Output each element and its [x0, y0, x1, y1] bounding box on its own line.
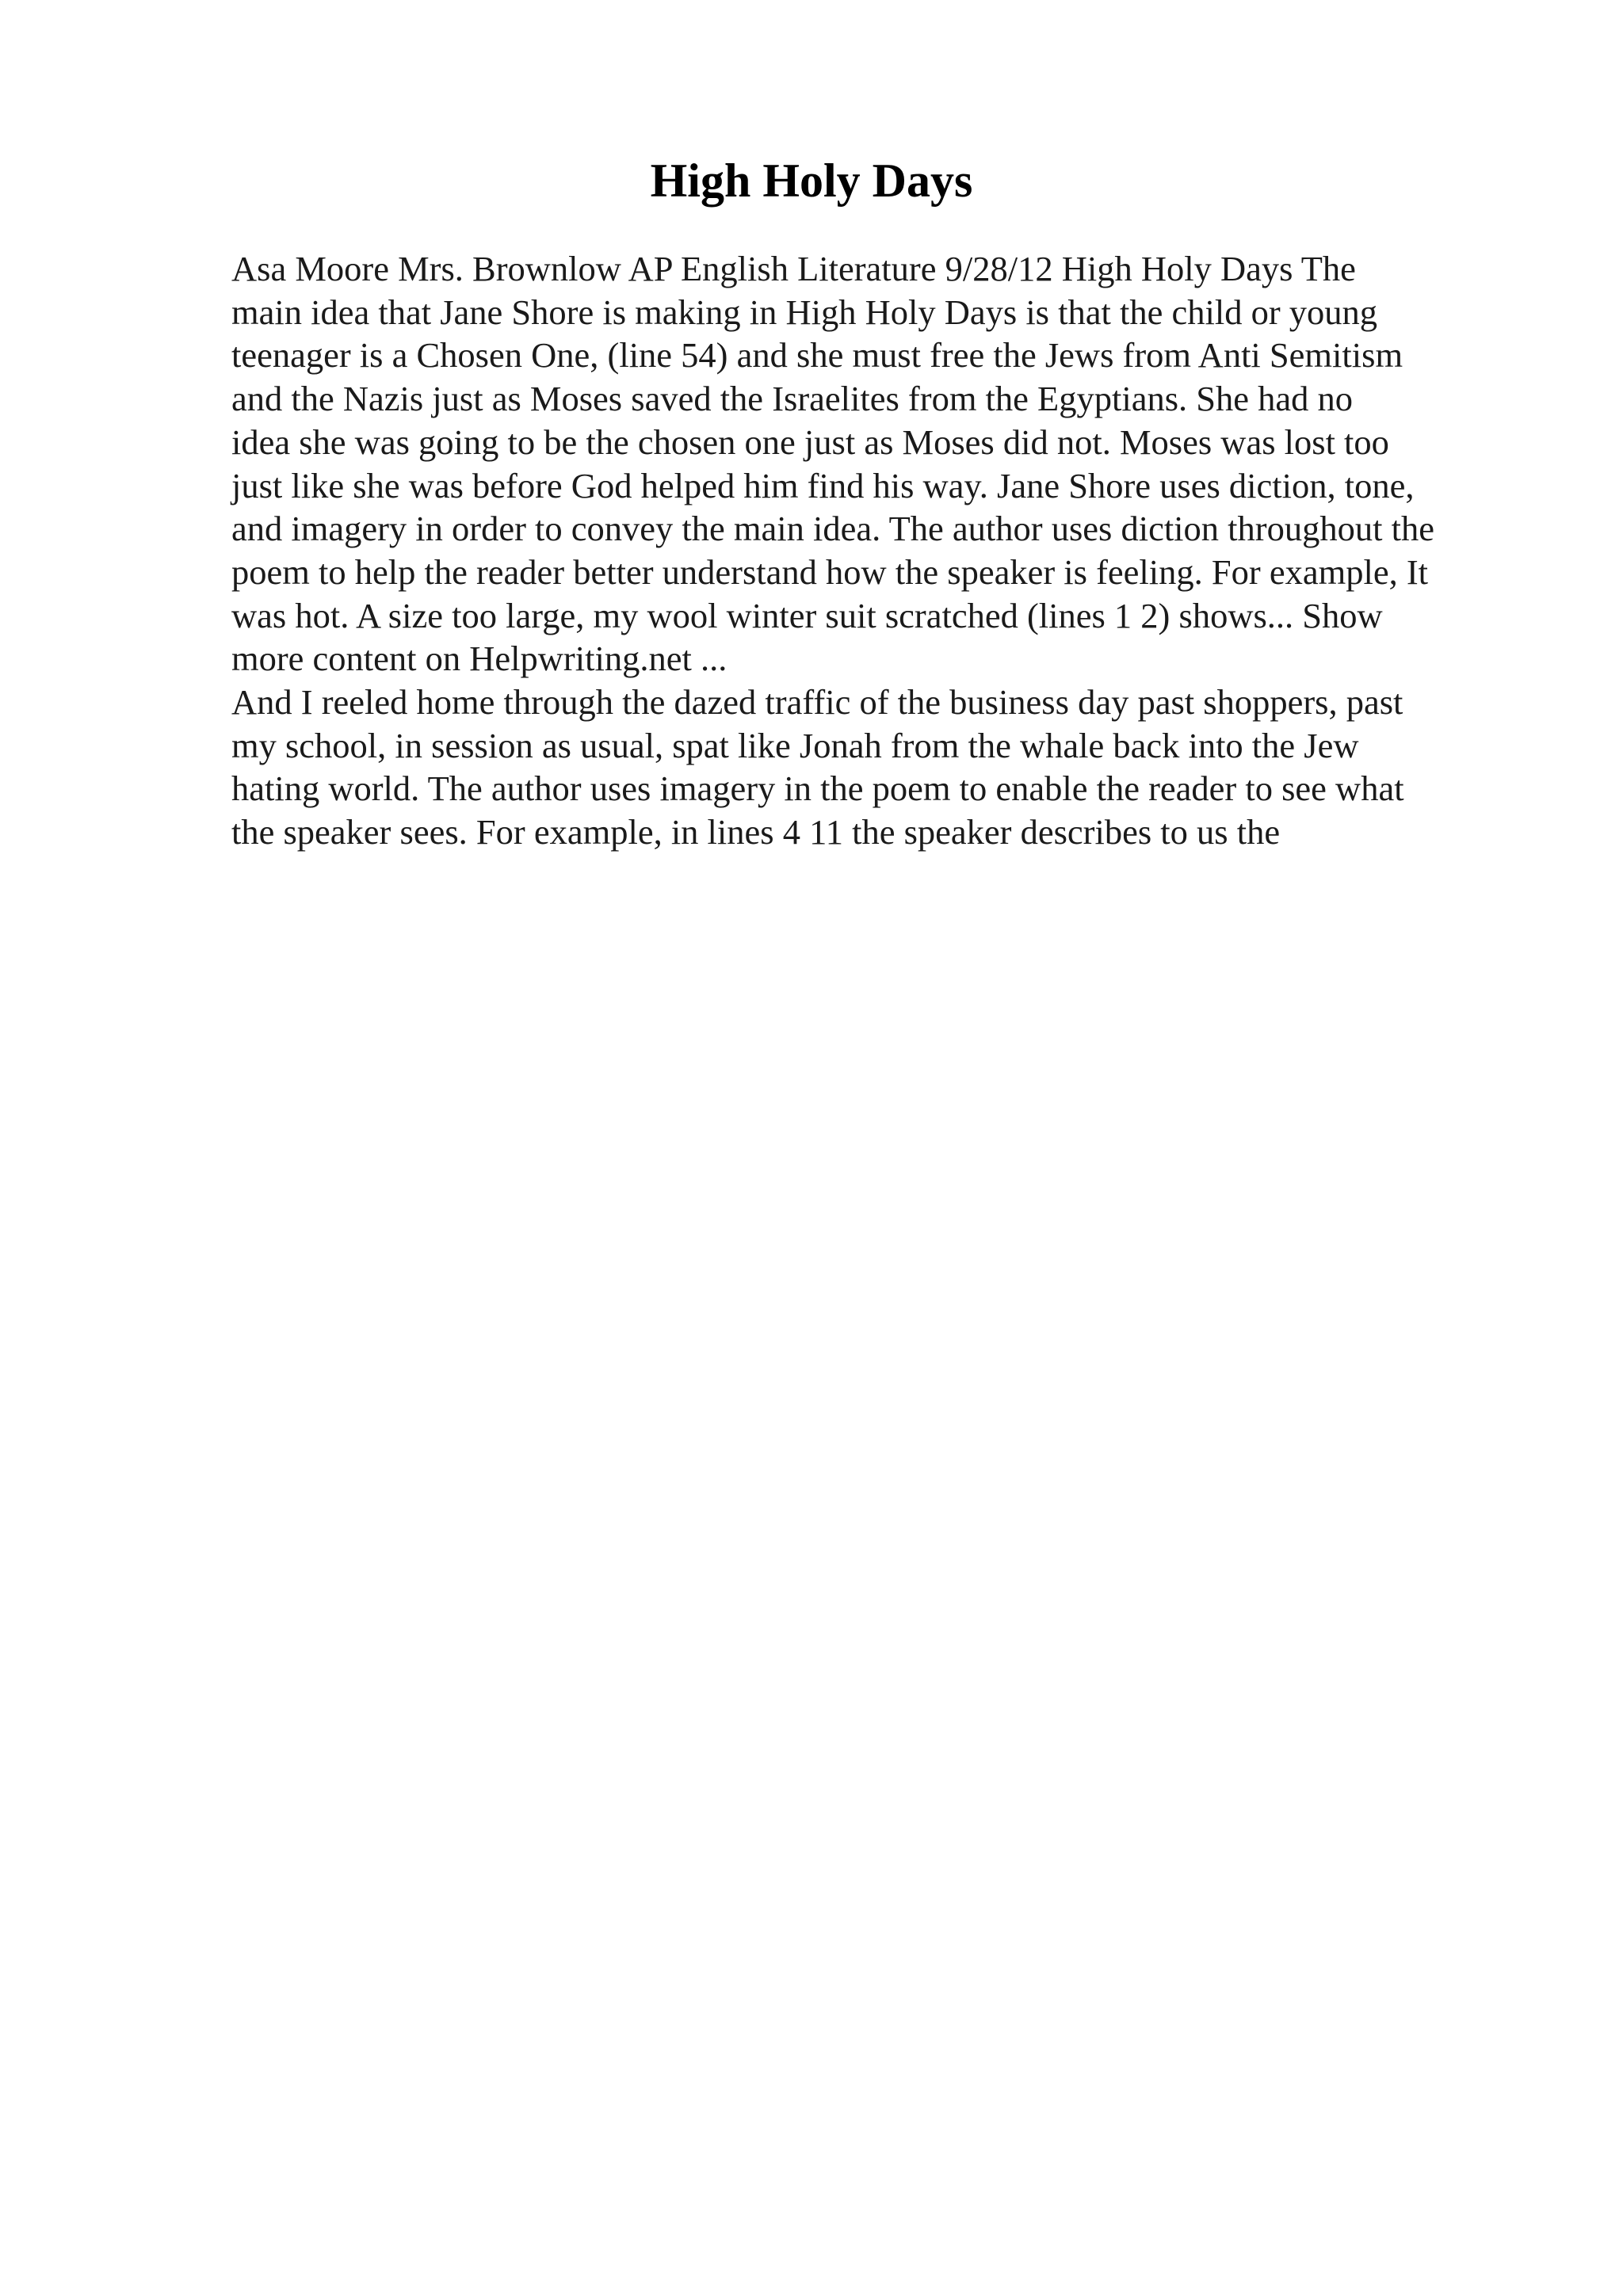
document-title: High Holy Days	[650, 154, 973, 207]
essay-body	[231, 247, 1515, 854]
essay-line: teenager is a Chosen One, (line 54) and she must free the Jews from Anti Semitism	[231, 335, 1403, 376]
essay-line: main idea that Jane Shore is making in High Holy Days is that the child or young	[231, 292, 1378, 332]
essay-line: idea she was going to be the chosen one just as Moses did not. Moses was lost too	[231, 421, 1389, 462]
essay-line: and imagery in order to convey the main idea. The author uses diction throughout the	[231, 509, 1434, 549]
essay-line: hating world. The author uses imagery in the poem to enable the reader to see what	[231, 769, 1404, 809]
essay-line: and the Nazis just as Moses saved the Israelites from the Egyptians. She had no	[231, 379, 1354, 419]
essay-line: just like she was before God helped him find his way. Jane Shore uses diction, tone,	[231, 465, 1415, 505]
essay-line: was hot. A size too large, my wool winter suit scratched (lines 1 2) shows... Show	[231, 595, 1383, 635]
essay-line: the speaker sees. For example, in lines 4 11 the speaker describes to us the	[231, 812, 1281, 852]
essay-line: Asa Moore Mrs. Brownlow AP English Literature 9/28/12 High Holy Days The	[231, 249, 1356, 288]
essay-line: And I reeled home through the dazed traffic of the business day past shoppers, past	[231, 682, 1403, 723]
essay-line: more content on Helpwriting.net ...	[231, 639, 727, 679]
essay-line: poem to help the reader better understand how the speaker is feeling. For example, It	[231, 551, 1429, 592]
essay-line: my school, in session as usual, spat like Jonah from the whale back into the Jew	[231, 725, 1359, 765]
